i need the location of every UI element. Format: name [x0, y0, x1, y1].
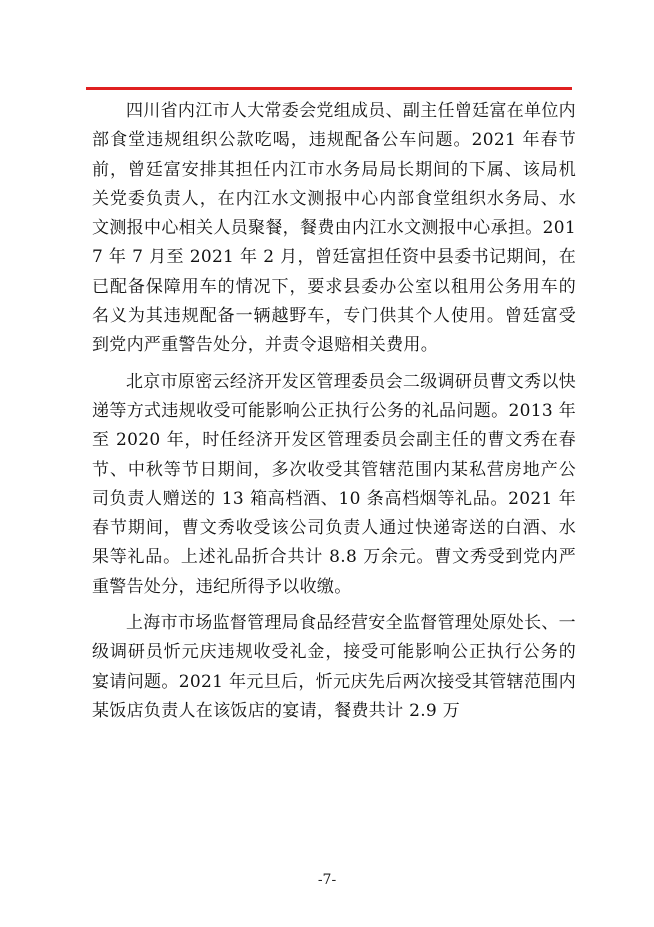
header-red-rule: [86, 87, 572, 90]
page-number: -7-: [317, 872, 337, 888]
paragraph-zeng-tingfu: 四川省内江市人大常委会党组成员、副主任曾廷富在单位内部食堂违规组织公款吃喝，违规配备公车问题。2021 年春节前，曾廷富安排其担任内江市水务局局长期间的下属、该局机关党委负责人，在内江水文测报中心内部食堂组织水务局、水文测报中心相关人员聚餐，餐费由内江水文测报中心承担。2017 年 7 月至 2021 年 2 月，曾廷富担任资中县委书记期间，在已配备保障用车的情况下，要求县委办公室以租用公务用车的名义为其违规配备一辆越野车，专门供其个人使用。曾廷富受到党内严重警告处分，并责令退赔相关费用。: [92, 101, 576, 356]
paragraph-cao-wenxiu: 北京市原密云经济开发区管理委员会二级调研员曹文秀以快递等方式违规收受可能影响公正执行公务的礼品问题。2013 年至 2020 年，时任经济开发区管理委员会副主任的曹文秀在春节、中秋等节日期间，多次收受其管辖范围内某私营房地产公司负责人赠送的 13 箱高档酒、10 条高档烟等礼品。2021 年春节期间，曹文秀收受该公司负责人通过快递寄送的白酒、水果等礼品。上述礼品折合共计 8.8 万余元。曹文秀受到党内严重警告处分，违纪所得予以收缴。: [92, 371, 576, 597]
document-body: [92, 97, 576, 733]
paragraph-xin-yuanqing: 上海市市场监督管理局食品经营安全监督管理处原处长、一级调研员忻元庆违规收受礼金，接受可能影响公正执行公务的宴请问题。2021 年元旦后，忻元庆先后两次接受其管辖范围内某饭店负责人在该饭店的宴请，餐费共计 2.9 万: [92, 613, 576, 721]
